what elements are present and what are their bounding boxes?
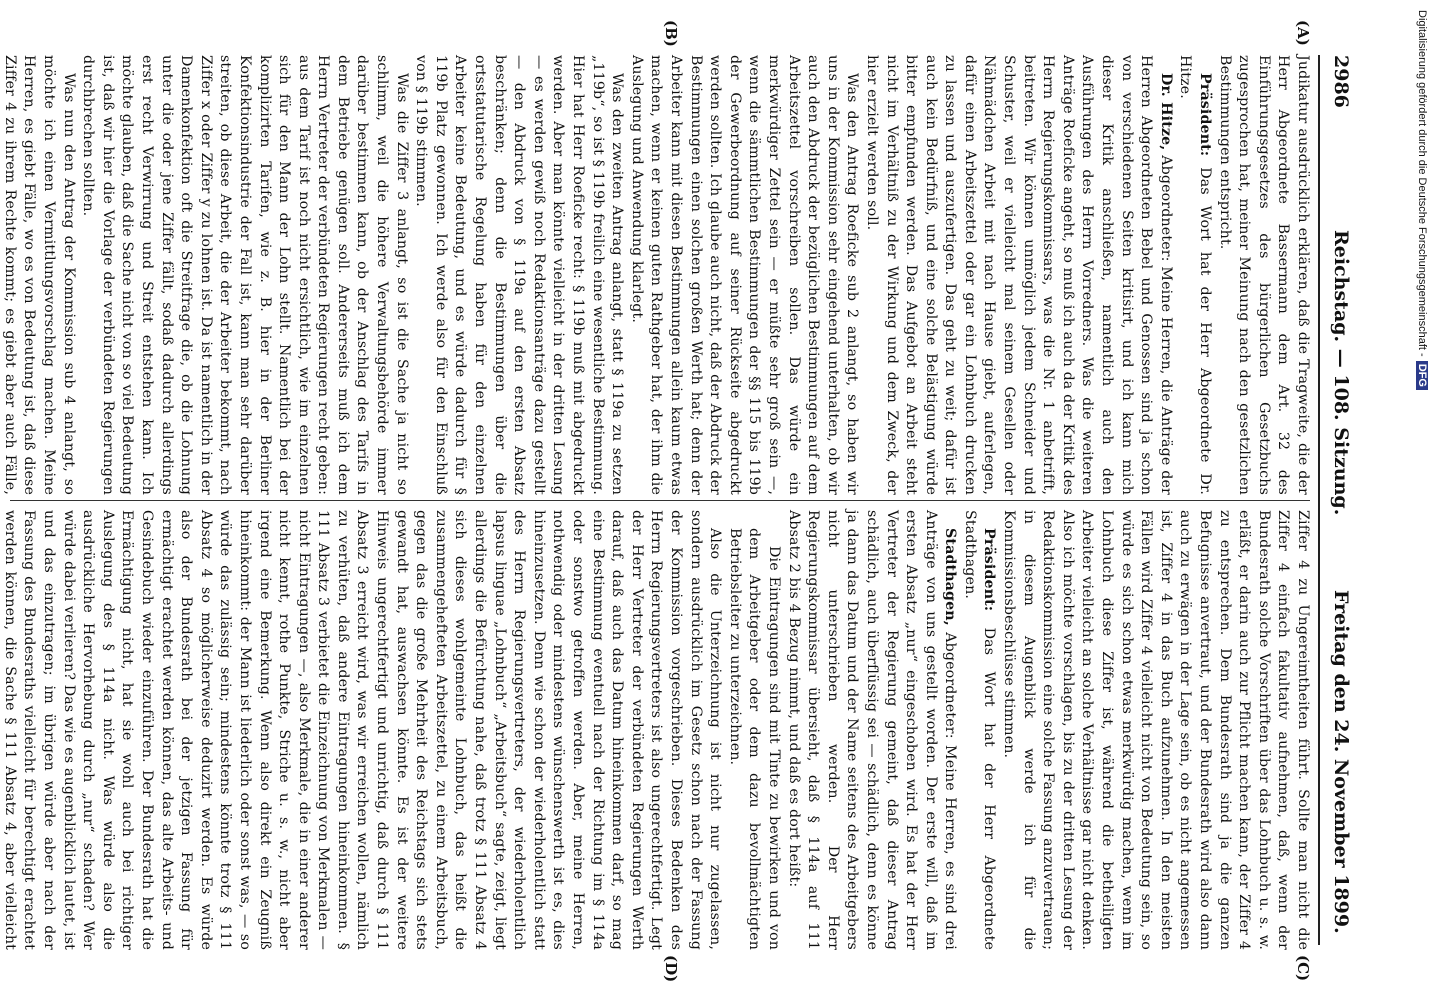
margin-mark-b: (B) [662, 20, 680, 47]
paragraph: Also die Unterzeichnung ist nicht nur zugelassen, sondern ausdrücklich im Gesetz schon nach der Fassung der Kommission vorgeschrieben. Dieses Bedenken des Herrn Regierungsvertreters ist also ungerechtfertigt. Legt der Herr Vertreter der verbündeten Regierungen Werth darauf, daß auch das Datum hineinkommen darf, so mag eine Bestimmung eventuell nach der Richtung im § 114a oder sonstwo getroffen werden. Aber, meine Herren, nothwendig oder mindestens wünschenswerth ist es, dies hineinzusetzen. Denn wie schon der wiederholentlich statt des Herrn Regierungsvertreters, der wiederholentlich lapsus linguae „Lohnbuch“ „Arbeitsbuch“ sagte, zeigt, liegt allerdings die Befürchtung nahe, daß trotz § 111 Absatz 4 sich dieses wohlgemeinte Lohnbuch, das heißt die zusammengehefteten Arbeitszettel, zu einem Arbeitsbuch, gegen das die große Mehrheit des Reichstags sich stets gewandt hat, auswachsen könnte. Es ist der weitere Hinweis ungerechtfertigt und unrichtig, daß durch § 111 Absatz 3 erreicht wird, was wir erreichen wollen, nämlich zu verhüten, daß andere Eintragungen hineinkommen. § 111 Absatz 3 verbietet die Einzeichnung von Merkmalen — nicht Eintragungen —, also Merkmale, die in einer anderer nicht kennt, rothe Punkte, Striche u. s. w., nicht aber irgend eine Bemerkung. Wenn also direkt ein Zeugniß hineinkommt: der Mann ist liederlich oder sonst was, — so würde das zulässig sein; mindestens könnte trotz § 111 Absatz 4 so möglicherweise deduzirt werden. Es würde also der Bundesrath bei der jetzigen Fassung für ermächtigt erachtet werden können, das alte Arbeits- und Gesindebuch wieder einzuführen. Der Bundesrath hat die Ermächtigung nicht, hat sie wohl auch bei richtiger Auslegung des § 114a nicht. Was würde also die ausdrückliche Hervorhebung durch „nur“ schaden? Wer würde dabei verlieren? Das wie es augenblicklich lautet, ist und das einzutragen; im übrigen würde aber nach der Fassung des Bundesraths vielleicht für berechtigt erachtet werden können, die Sache § 111 Absatz 4, aber vielleicht [1, 510, 724, 950]
page-header [1322, 0, 1352, 1000]
paragraph: Ziffer 4 zu Ungereimtheiten führt. Sollte man nicht die Ziffer 4 einfach fakultativ aufnehmen, daß, wenn der Bundesrath solche Vorschriften über das Lohnbuch u. s. w. erläßt, er darin auch zur Pflicht machen kann, der Ziffer 4 zu entsprechen. Dem Bundesrath sind ja die ganzen Befugnisse anvertraut, und der Bundesrath wird also dann auch zu erwägen in der Lage sein, ob es nicht angemessen ist, Ziffer 4 in das Buch aufzunehmen. In den meisten Fällen wird Ziffer 4 vielleicht nicht von Bedeutung sein, so würde es sich schon etwas merkwürdig machen, wenn im Lohnbuch diese Ziffer ist, während die betheiligten Arbeiter vielleicht an solche Verhältnisse gar nicht denken. Also ich möchte vorschlagen, bis zu der dritten Lesung der Redaktionskommission eine solche Fassung anzuvertrauen; in diesem Augenblick werde ich für die Kommissionsbeschlüsse stimmen. [1001, 510, 1311, 950]
margin-mark-a: (A) [1294, 20, 1312, 46]
digitization-note-text: Digitalisierung gefördert durch die Deutsche Forschungsgemeinschaft - [1416, 10, 1428, 357]
paragraph: Was die Ziffer 3 anlangt, so ist die Sache ja nicht so schlimm, weil die höhere Verwaltungsbehörde immer darüber bestimmen kann, ob der Anschlag des Tarifs in dem Betriebe genügen soll. Andererseits muß ich dem Herrn Vertreter der verbündeten Regierungen recht geben: aus dem Tarif ist noch nicht ersichtlich, wie im einzelnen sich für den Mann der Lohn stellt. Namentlich bei der komplizirten Tarifen, wie z. B. hier in der Berliner Konfektionsindustrie der Fall ist, kann man sehr darüber streiten, ob diese Arbeit, die der Arbeiter bekommt, nach Ziffer x oder Ziffer y zu lohnen ist. Da ist namentlich in der Damenkonfektion oft die Streitfrage die, ob die Lohnung unter die oder jene Ziffer fällt, sodaß dadurch allerdings erst recht Verwirrung und Streit entstehen kann. Ich möchte glauben, daß die Sache nicht von so viel Bedeutung ist, daß wir hier die Vorlage der verbündeten Regierungen durchbrechen sollten. [80, 55, 410, 495]
paragraph: Judikatur ausdrücklich erklären, daß die Tragweite, die der Herr Abgeordnete Bassermann dem Art. 32 des Einführungsgesetzes des bürgerlichen Gesetzbuchs zugesprochen hat, meiner Meinung nach den gesetzlichen Bestimmungen entspricht. [1216, 55, 1311, 495]
paragraph [959, 510, 998, 950]
header-right-title: Freitag den 24. November 1899. [1330, 590, 1352, 934]
paragraph [783, 510, 959, 950]
margin-mark-d: (D) [662, 955, 680, 983]
speech-text: Das Wort hat der Herr Abgeordnete Dr. Hitze. [1177, 55, 1214, 495]
speech-text: Abgeordneter: Meine Herren, es sind drei Anträge von uns gestellt worden. Der erste will, daß im ersten Absatz „nur“ eingeschoben wird. Es hat der Herr Vertreter der Regierung gemeint, daß dieser Antrag schädlich, auch überflüssig sei — schädlich, denn es könne ja dann das Datum und der Name seitens des Arbeitgebers nicht unterschrieben werden. Der Herr Regierungskommissar übersieht, daß § 114a auf 111 Absatz 2 bis 4 Bezug nimmt, und daß es dort heißt: [785, 510, 959, 950]
page-number: 2986 [1330, 55, 1352, 108]
digitization-note [1408, 10, 1430, 990]
right-text-column [1, 510, 1312, 950]
speaker-name: Dr. Hitze, [1157, 73, 1174, 151]
paragraph: Was den zweiten Antrag anlangt, statt § 119a zu setzen „119b“, so ist § 119b freilich eine wesentliche Bestimmung. Hier hat Herr Roeficke recht: § 119b muß mit abgedruckt werden. Aber man könnte vielleicht in der dritten Lesung — es werden gewiß noch Redaktionsanträge dazu gestellt — den Abdruck von § 119a auf den ersten Absatz beschränken; denn die Bestimmungen über die ortsstatutarische Regelung haben für den einzelnen Arbeiter keine Bedeutung, und es würde dadurch für § 119b Platz gewonnen. Ich werde also für den Einschluß von § 119b stimmen. [413, 55, 626, 495]
speaker-name: Präsident: [1197, 73, 1214, 157]
paragraph [1175, 55, 1214, 495]
paragraph [861, 55, 1175, 495]
column-divider [10, 500, 1310, 501]
speech-text: Abgeordneter: Meine Herren, die Anträge der Herren Abgeordneten Bebel und Genossen sind ja schon von verschiedenen Seiten kritisirt, und ich kann mich dieser Kritik anschließen, namentlich auch den Ausführungen des Herrn Vorredners. Was die weiteren Anträge Roeficke angeht, so muß ich auch da der Kritik des Herrn Regierungskommissars, was die Nr. 1 anbetrifft, beitreten. Wir können unmöglich jedem Schneider und Schuster, weil er vielleicht mal seinem Gesellen oder Nähmädchen Arbeit mit nach Hause giebt, auferlegen, dafür einen Arbeitszettel oder gar ein Lohnbuch drucken zu lassen und auszufertigen. Das geht zu weit; dafür ist auch kein Bedürfniß, und eine solche Belästigung würde bitter empfunden werden. Das Aufgebot an Arbeit steht nicht im Verhältniß zu der Wirkung und dem Zweck, der hier erzielt werden soll. [863, 55, 1174, 495]
speech-text: Das Wort hat der Herr Abgeordnete Stadthagen. [961, 510, 998, 950]
header-left-title: Reichstag. — 108. Sitzung. [1330, 230, 1352, 516]
paragraph: Was den Antrag Roeficke sub 2 anlangt, so haben wir uns in der Kommission sehr eingehend unterhalten, ob wir auch den Abdruck der bezüglichen Bestimmungen auf dem Arbeitszettel vorschreiben sollen. Das würde ein merkwürdiger Zettel sein — er müßte sehr groß sein —, wenn die sämmtlichen Bestimmungen der §§ 115 bis 119b der Gewerbeordnung auf seiner Rückseite abgedruckt werden sollten. Ich glaube auch nicht, daß der Abdruck der Bestimmungen einen solchen großen Werth hat; denn der Arbeiter kann mit diesen Bestimmungen allein kaum etwas machen, wenn er keinen guten Rathgeber hat, der ihm die Auslegung und Anwendung klarlegt. [628, 55, 861, 495]
speaker-name: Stadthagen, [942, 528, 959, 626]
margin-mark-c: (C) [1294, 955, 1312, 982]
paragraph: Was nun den Antrag der Kommission sub 4 anlangt, so möchte ich einen Vermittlungsvorschlag machen. Meine Herren, es giebt Fälle, wo es von Bedeutung ist, daß diese Ziffer 4 zu ihrem Rechte kommt; es giebt aber auch Fälle, [1, 55, 77, 495]
header-rule [1318, 55, 1320, 945]
speaker-name: Präsident: [981, 528, 998, 612]
dfg-badge: DFG [1416, 361, 1428, 390]
paragraph: Die Eintragungen sind mit Tinte zu bewirken und von dem Arbeitgeber oder dem dazu bevollmächtigten Betriebsleiter zu unterzeichnen. [726, 528, 782, 950]
left-text-column [1, 55, 1312, 495]
